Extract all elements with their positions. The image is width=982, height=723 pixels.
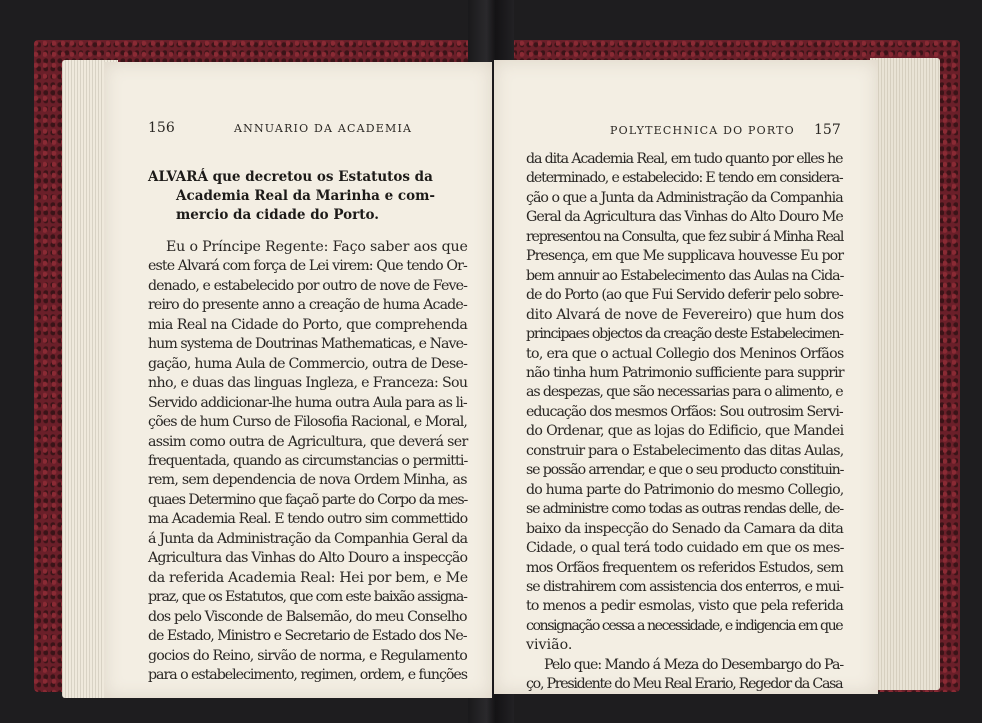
text-line: de Estado, Ministro e Secretario de Estado dos Ne- [148, 628, 467, 645]
text-line: bem annuir ao Estabelecimento das Aulas na Cida- [526, 267, 844, 284]
text-line: ções de hum Curso de Filosofia Racional, e Moral, [148, 414, 468, 431]
right-page-edges [870, 58, 940, 690]
text-line: determinado, e estabelecido: E tendo em considera- [526, 170, 843, 187]
text-line: Servido addicionar-lhe huma outra Aula para as li- [148, 394, 467, 411]
text-line: este Alvará com força de Lei virem: Que tendo Or- [148, 258, 467, 275]
text-line: ço, Presidente do Meu Real Erario, Regedor da Casa [526, 676, 843, 693]
text-line: vivião. [526, 637, 573, 654]
text-line: dito Alvará de nove de Fevereiro) que hum dos [526, 306, 844, 323]
text-line: ção o que a Junta da Administração da Companhia [526, 189, 843, 206]
title-line: Academia Real da Marinha e com- [176, 188, 436, 204]
text-line: Cidade, o qual terá todo cuidado em que os mes- [526, 540, 844, 557]
left-page-body [148, 238, 468, 685]
text-line: praz, que os Estatutos, que com este baixão assigna- [148, 589, 467, 606]
text-line: Eu o Príncipe Regente: Faço saber aos que [166, 239, 468, 255]
title-line: ALVARÁ que decretou os Estatutos da [148, 169, 433, 185]
text-line: to menos a pedir esmolas, visto que pela referida [526, 598, 844, 615]
text-line: se possão arrendar, e que o seu producto constituin- [526, 462, 844, 479]
text-line: construir para o Estabelecimento das ditas Aulas, [526, 442, 844, 459]
text-line: Agricultura das Vinhas do Alto Douro a inspecção [148, 550, 468, 567]
text-line: baixo da inspecção do Senado da Camara da dita [526, 520, 844, 537]
text-line: ma Academia Real. E tendo outro sim commettido [148, 511, 468, 528]
text-line: do Ordenar, que as lojas do Edificio, que Mandei [526, 423, 844, 440]
right-page [494, 60, 878, 694]
text-line: to, era que o actual Collegio dos Meninos Orfãos [526, 345, 844, 362]
text-line: consignação cessa a necessidade, e indigencia em que [526, 617, 843, 634]
left-page [104, 62, 492, 698]
text-line: rem, sem dependencia de nova Ordem Minha, as [148, 472, 467, 489]
text-line: não tinha hum Patrimonio sufficiente para supprir [526, 364, 844, 381]
text-line: frequentada, quando as circumstancias o permitti- [148, 452, 468, 469]
text-line: se distrahirem com assistencia dos enterros, e mui- [526, 578, 844, 595]
text-line: Pelo que: Mando á Meza do Desembargo do Pa- [544, 656, 844, 673]
text-line: as despezas, que são necessarias para o alimento, e [526, 384, 843, 401]
text-line: representou na Consulta, que fez subir á Minha Real [526, 228, 844, 245]
text-line: Geral da Agricultura das Vinhas do Alto Douro Me [526, 209, 843, 226]
text-line: assim como outra de Agricultura, que deverá ser [148, 433, 468, 450]
title-line: mercio da cidade do Porto. [176, 207, 379, 223]
running-head-left: ANNUARIO DA ACADEMIA [234, 122, 413, 135]
text-line: denado, e estabelecido por outro de nove de Feve- [148, 277, 467, 294]
text-line: Presença, em que Me supplicava houvesse Eu por [526, 248, 844, 265]
text-line: gação, huma Aula de Commercio, outra de Dese- [148, 355, 468, 372]
text-line: nho, e duas das linguas Ingleza, e Franceza: Sou [148, 375, 468, 392]
page-number-left: 156 [148, 120, 175, 136]
text-line: á Junta da Administração da Companhia Geral da [148, 530, 468, 547]
text-line: quaes Determino que façaõ parte do Corpo da mes- [148, 491, 468, 508]
text-line: educação dos mesmos Orfãos: Sou outrosim Servi- [526, 403, 843, 420]
text-line: mos Orfãos frequentem os referidos Estudos, sem [526, 559, 843, 576]
right-page-body [526, 150, 844, 695]
text-line: de do Porto (ao que Fui Servido deferir pelo sobre- [526, 287, 843, 304]
text-line: reiro do presente anno a creação de huma Acade- [148, 297, 467, 314]
text-line: da referida Academia Real: Hei por bem, e Me [148, 569, 468, 586]
text-line: dos pelo Visconde de Balsemão, do meu Conselho [148, 608, 467, 625]
text-line: principaes objectos da creação deste Estabelecimen- [526, 326, 843, 343]
text-line: da dita Academia Real, em tudo quanto por elles he [526, 151, 843, 167]
running-head-right: POLYTECHNICA DO PORTO [610, 124, 795, 137]
text-line: se administre como todas as outras rendas delle, de- [526, 501, 843, 518]
text-line: mia Real na Cidade do Porto, que comprehenda [148, 316, 468, 333]
text-line: para o estabelecimento, regimen, ordem, e funções [148, 666, 467, 683]
text-line: do huma parte do Patrimonio do mesmo Collegio, [526, 481, 844, 498]
text-line: gocios do Reino, sirvão de norma, e Regulamento [148, 647, 468, 664]
page-number-right: 157 [814, 122, 841, 138]
document-title [148, 168, 474, 225]
text-line: hum systema de Doutrinas Mathematicas, e Nave- [148, 336, 467, 353]
